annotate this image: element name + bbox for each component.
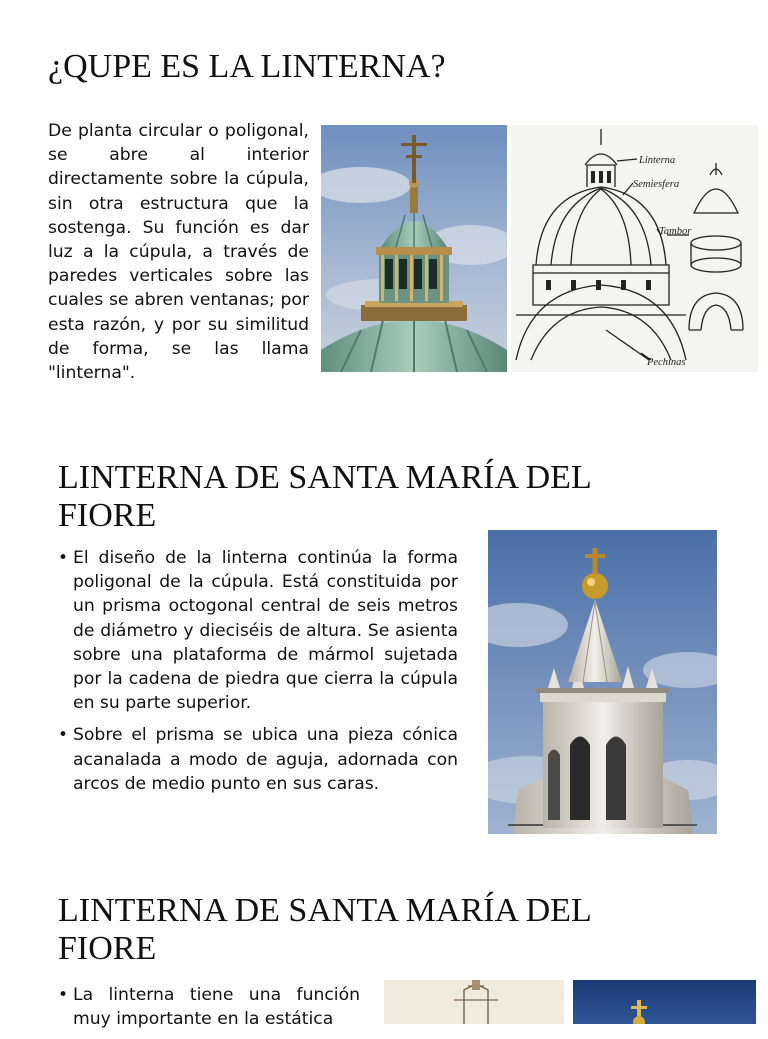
section-title <box>58 892 592 968</box>
label-pechinas: Pechinas <box>647 357 686 368</box>
bullet-list <box>49 546 458 804</box>
title-line: LINTERNA DE SANTA MARÍA DEL <box>58 459 592 496</box>
bullet-list <box>49 983 360 1039</box>
label-semiesfera: Semiesfera <box>633 179 680 190</box>
title-line: FIORE <box>58 497 157 535</box>
florence-lantern-photo <box>488 530 717 834</box>
dome-lantern-photo <box>321 125 507 372</box>
section-title <box>58 459 592 535</box>
section-title: ¿QUPE ES LA LINTERNA? <box>48 48 446 85</box>
lantern-drawing-photo <box>384 980 564 1024</box>
title-line: FIORE <box>58 930 157 968</box>
list-item: • El diseño de la linterna continúa la forma poligonal de la cúpula. Está constituida por un prisma octogonal central de seis metros de diámetro y dieciséis de altura. Se asienta sobre una plataforma de mármol sujetada por la cadena de piedra que cierra la cúpula en su parte superior. <box>49 546 458 715</box>
dome-parts-diagram <box>511 125 758 372</box>
list-item: • La linterna tiene una función muy importante en la estática <box>49 983 360 1031</box>
night-lantern-photo <box>573 980 756 1024</box>
list-item: • Sobre el prisma se ubica una pieza cónica acanalada a modo de aguja, adornada con arcos de medio punto en sus caras. <box>49 723 458 796</box>
description-paragraph: De planta circular o poligonal, se abre al interior directamente sobre la cúpula, sin otra estructura que la sostenga. Su función es dar luz a la cúpula, a través de paredes verticales sobre las cuales se abren ventanas; por esta razón, y por su similitud de forma, se las llama "linterna". <box>48 121 309 384</box>
label-tambor: Tambor <box>659 226 692 237</box>
title-line: LINTERNA DE SANTA MARÍA DEL <box>58 892 592 929</box>
label-linterna: Linterna <box>639 155 676 166</box>
